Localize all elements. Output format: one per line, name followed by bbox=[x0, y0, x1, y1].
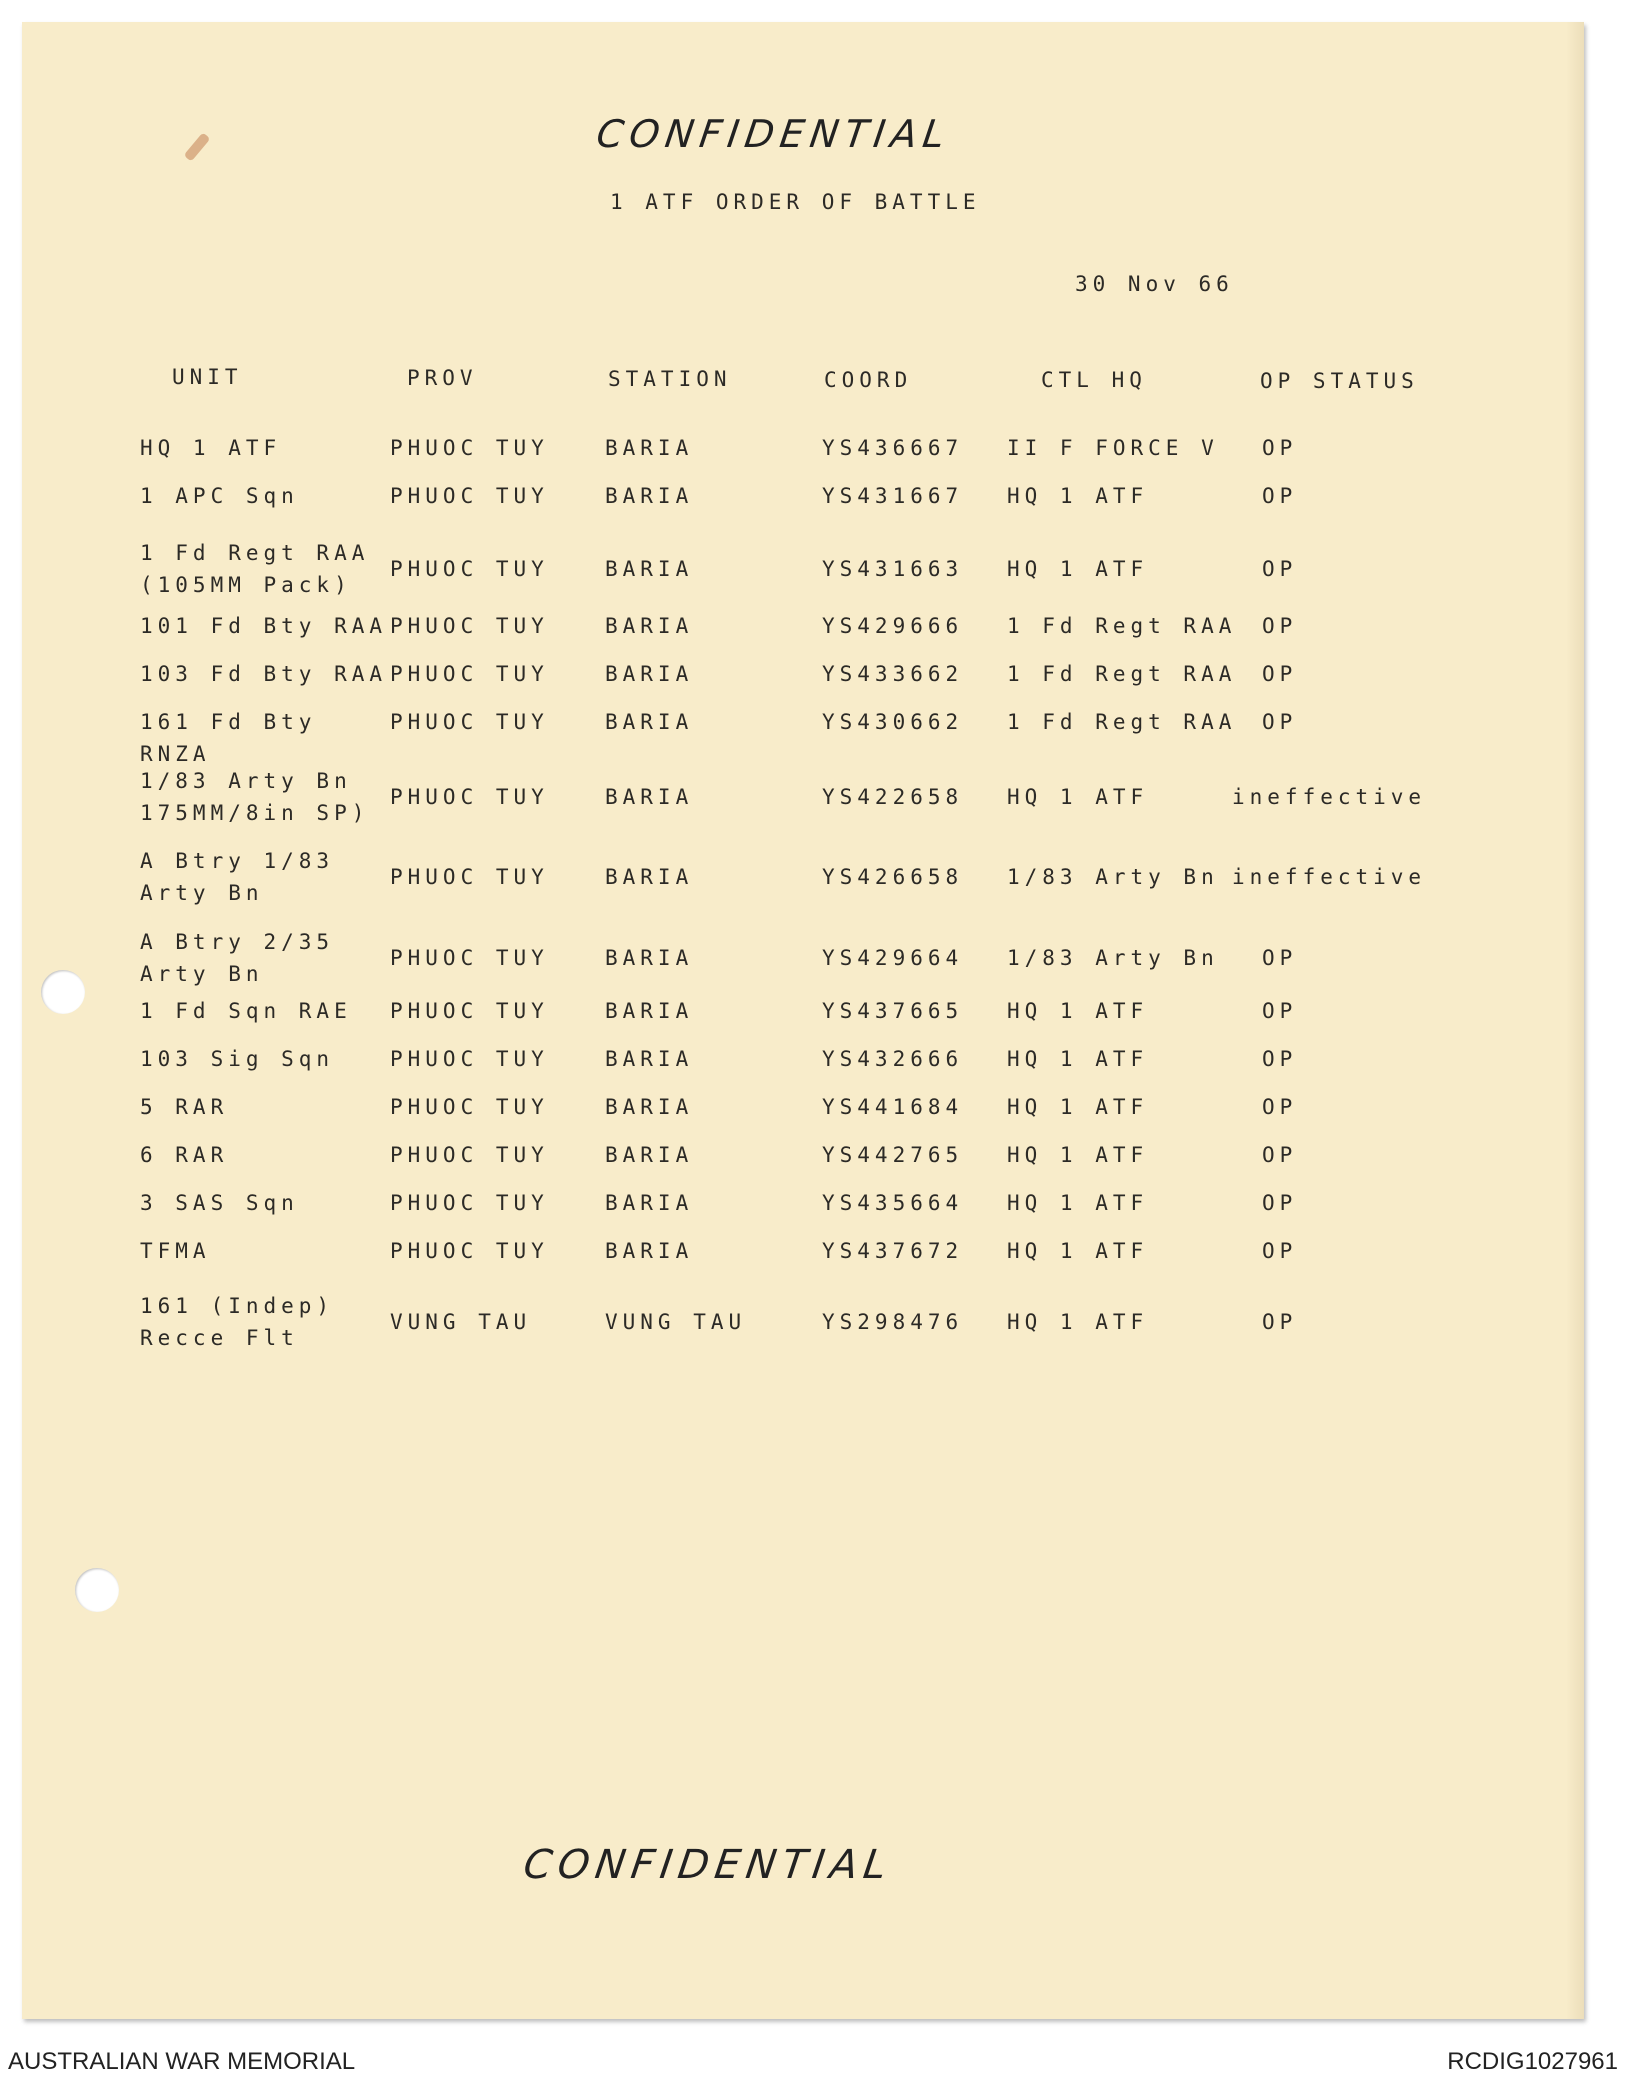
cell-station: BARIA bbox=[605, 557, 694, 581]
cell-unit: A Btry 1/83 Arty Bn bbox=[140, 849, 335, 905]
cell-coord: YS431663 bbox=[822, 557, 964, 581]
cell-unit: 161 (Indep) Recce Flt bbox=[140, 1294, 335, 1350]
cell-ctl-hq: HQ 1 ATF bbox=[1007, 1191, 1149, 1215]
col-header-op-status: OP STATUS bbox=[1260, 369, 1419, 393]
table-row bbox=[22, 845, 1584, 915]
document-page bbox=[22, 22, 1584, 2019]
cell-prov: PHUOC TUY bbox=[390, 662, 549, 686]
cell-op-status: OP bbox=[1262, 614, 1298, 638]
cell-station: BARIA bbox=[605, 662, 694, 686]
cell-coord: YS432666 bbox=[822, 1047, 964, 1071]
cell-station: BARIA bbox=[605, 710, 694, 734]
cell-unit: 6 RAR bbox=[140, 1143, 229, 1167]
cell-station: BARIA bbox=[605, 1047, 694, 1071]
table-row bbox=[22, 926, 1584, 996]
cell-ctl-hq: HQ 1 ATF bbox=[1007, 999, 1149, 1023]
cell-prov: PHUOC TUY bbox=[390, 614, 549, 638]
col-header-station: STATION bbox=[608, 367, 732, 391]
cell-op-status: ineffective bbox=[1232, 785, 1427, 809]
cell-op-status: OP bbox=[1262, 436, 1298, 460]
cell-station: VUNG TAU bbox=[605, 1310, 747, 1334]
col-header-coord: COORD bbox=[824, 368, 913, 392]
cell-prov: PHUOC TUY bbox=[390, 1191, 549, 1215]
cell-unit: 3 SAS Sqn bbox=[140, 1191, 299, 1215]
cell-coord: YS436667 bbox=[822, 436, 964, 460]
cell-prov: PHUOC TUY bbox=[390, 1047, 549, 1071]
cell-station: BARIA bbox=[605, 999, 694, 1023]
cell-prov: VUNG TAU bbox=[390, 1310, 532, 1334]
cell-unit: TFMA bbox=[140, 1239, 211, 1263]
cell-ctl-hq: 1 Fd Regt RAA bbox=[1007, 710, 1237, 734]
cell-unit: 161 Fd Bty RNZA bbox=[140, 710, 317, 766]
punch-hole-lower bbox=[75, 1568, 119, 1612]
cell-op-status: OP bbox=[1262, 1239, 1298, 1263]
cell-ctl-hq: 1 Fd Regt RAA bbox=[1007, 614, 1237, 638]
cell-station: BARIA bbox=[605, 785, 694, 809]
cell-prov: PHUOC TUY bbox=[390, 1095, 549, 1119]
cell-ctl-hq: 1/83 Arty Bn bbox=[1007, 946, 1219, 970]
cell-prov: PHUOC TUY bbox=[390, 1239, 549, 1263]
cell-prov: PHUOC TUY bbox=[390, 946, 549, 970]
cell-unit: 1 APC Sqn bbox=[140, 484, 299, 508]
header-confidential-stamp: CONFIDENTIAL bbox=[593, 112, 954, 156]
cell-coord: YS433662 bbox=[822, 662, 964, 686]
cell-unit: A Btry 2/35 Arty Bn bbox=[140, 930, 335, 986]
cell-unit: 101 Fd Bty RAA bbox=[140, 614, 388, 638]
cell-station: BARIA bbox=[605, 1239, 694, 1263]
cell-ctl-hq: 1 Fd Regt RAA bbox=[1007, 662, 1237, 686]
cell-coord: YS431667 bbox=[822, 484, 964, 508]
cell-op-status: OP bbox=[1262, 1143, 1298, 1167]
cell-ctl-hq: HQ 1 ATF bbox=[1007, 1310, 1149, 1334]
cell-op-status: OP bbox=[1262, 557, 1298, 581]
cell-station: BARIA bbox=[605, 1143, 694, 1167]
document-date: 30 Nov 66 bbox=[1075, 272, 1234, 296]
cell-coord: YS429664 bbox=[822, 946, 964, 970]
cell-unit: 1 Fd Sqn RAE bbox=[140, 999, 352, 1023]
table-row bbox=[22, 537, 1584, 607]
cell-unit: 103 Sig Sqn bbox=[140, 1047, 335, 1071]
cell-coord: YS422658 bbox=[822, 785, 964, 809]
cell-prov: PHUOC TUY bbox=[390, 999, 549, 1023]
table-row bbox=[22, 765, 1584, 835]
col-header-unit: UNIT bbox=[172, 365, 243, 389]
cell-ctl-hq: II F FORCE V bbox=[1007, 436, 1219, 460]
cell-op-status: OP bbox=[1262, 662, 1298, 686]
cell-op-status: OP bbox=[1262, 1047, 1298, 1071]
cell-op-status: OP bbox=[1262, 999, 1298, 1023]
cell-ctl-hq: HQ 1 ATF bbox=[1007, 557, 1149, 581]
cell-coord: YS430662 bbox=[822, 710, 964, 734]
cell-op-status: ineffective bbox=[1232, 865, 1427, 889]
col-header-prov: PROV bbox=[407, 366, 478, 390]
cell-station: BARIA bbox=[605, 946, 694, 970]
cell-unit: 5 RAR bbox=[140, 1095, 229, 1119]
cell-station: BARIA bbox=[605, 865, 694, 889]
cell-ctl-hq: HQ 1 ATF bbox=[1007, 785, 1149, 809]
cell-coord: YS435664 bbox=[822, 1191, 964, 1215]
cell-station: BARIA bbox=[605, 484, 694, 508]
cell-coord: YS429666 bbox=[822, 614, 964, 638]
cell-coord: YS441684 bbox=[822, 1095, 964, 1119]
cell-op-status: OP bbox=[1262, 1095, 1298, 1119]
cell-ctl-hq: HQ 1 ATF bbox=[1007, 1095, 1149, 1119]
cell-coord: YS437672 bbox=[822, 1239, 964, 1263]
cell-unit: 1/83 Arty Bn 175MM/8in SP) bbox=[140, 769, 370, 825]
rust-mark bbox=[184, 132, 211, 161]
cell-prov: PHUOC TUY bbox=[390, 785, 549, 809]
col-header-ctl-hq: CTL HQ bbox=[1041, 368, 1147, 392]
punch-hole-upper bbox=[41, 970, 85, 1014]
cell-prov: PHUOC TUY bbox=[390, 484, 549, 508]
footer-confidential-stamp: CONFIDENTIAL bbox=[520, 1842, 896, 1888]
cell-prov: PHUOC TUY bbox=[390, 1143, 549, 1167]
cell-ctl-hq: HQ 1 ATF bbox=[1007, 1143, 1149, 1167]
cell-op-status: OP bbox=[1262, 710, 1298, 734]
document-title: 1 ATF ORDER OF BATTLE bbox=[610, 190, 981, 214]
cell-unit: 103 Fd Bty RAA bbox=[140, 662, 388, 686]
cell-op-status: OP bbox=[1262, 946, 1298, 970]
cell-coord: YS442765 bbox=[822, 1143, 964, 1167]
cell-prov: PHUOC TUY bbox=[390, 557, 549, 581]
archive-id: RCDIG1027961 bbox=[1447, 2048, 1618, 2075]
table-row bbox=[22, 1290, 1584, 1360]
cell-ctl-hq: HQ 1 ATF bbox=[1007, 1047, 1149, 1071]
cell-coord: YS298476 bbox=[822, 1310, 964, 1334]
cell-op-status: OP bbox=[1262, 1310, 1298, 1334]
cell-prov: PHUOC TUY bbox=[390, 865, 549, 889]
cell-ctl-hq: HQ 1 ATF bbox=[1007, 1239, 1149, 1263]
cell-coord: YS437665 bbox=[822, 999, 964, 1023]
archive-label: AUSTRALIAN WAR MEMORIAL bbox=[8, 2048, 356, 2075]
cell-unit: 1 Fd Regt RAA (105MM Pack) bbox=[140, 541, 370, 597]
cell-station: BARIA bbox=[605, 614, 694, 638]
cell-station: BARIA bbox=[605, 436, 694, 460]
cell-coord: YS426658 bbox=[822, 865, 964, 889]
cell-prov: PHUOC TUY bbox=[390, 710, 549, 734]
cell-station: BARIA bbox=[605, 1191, 694, 1215]
cell-ctl-hq: 1/83 Arty Bn bbox=[1007, 865, 1219, 889]
cell-prov: PHUOC TUY bbox=[390, 436, 549, 460]
cell-op-status: OP bbox=[1262, 1191, 1298, 1215]
cell-ctl-hq: HQ 1 ATF bbox=[1007, 484, 1149, 508]
cell-station: BARIA bbox=[605, 1095, 694, 1119]
cell-unit: HQ 1 ATF bbox=[140, 436, 282, 460]
cell-op-status: OP bbox=[1262, 484, 1298, 508]
